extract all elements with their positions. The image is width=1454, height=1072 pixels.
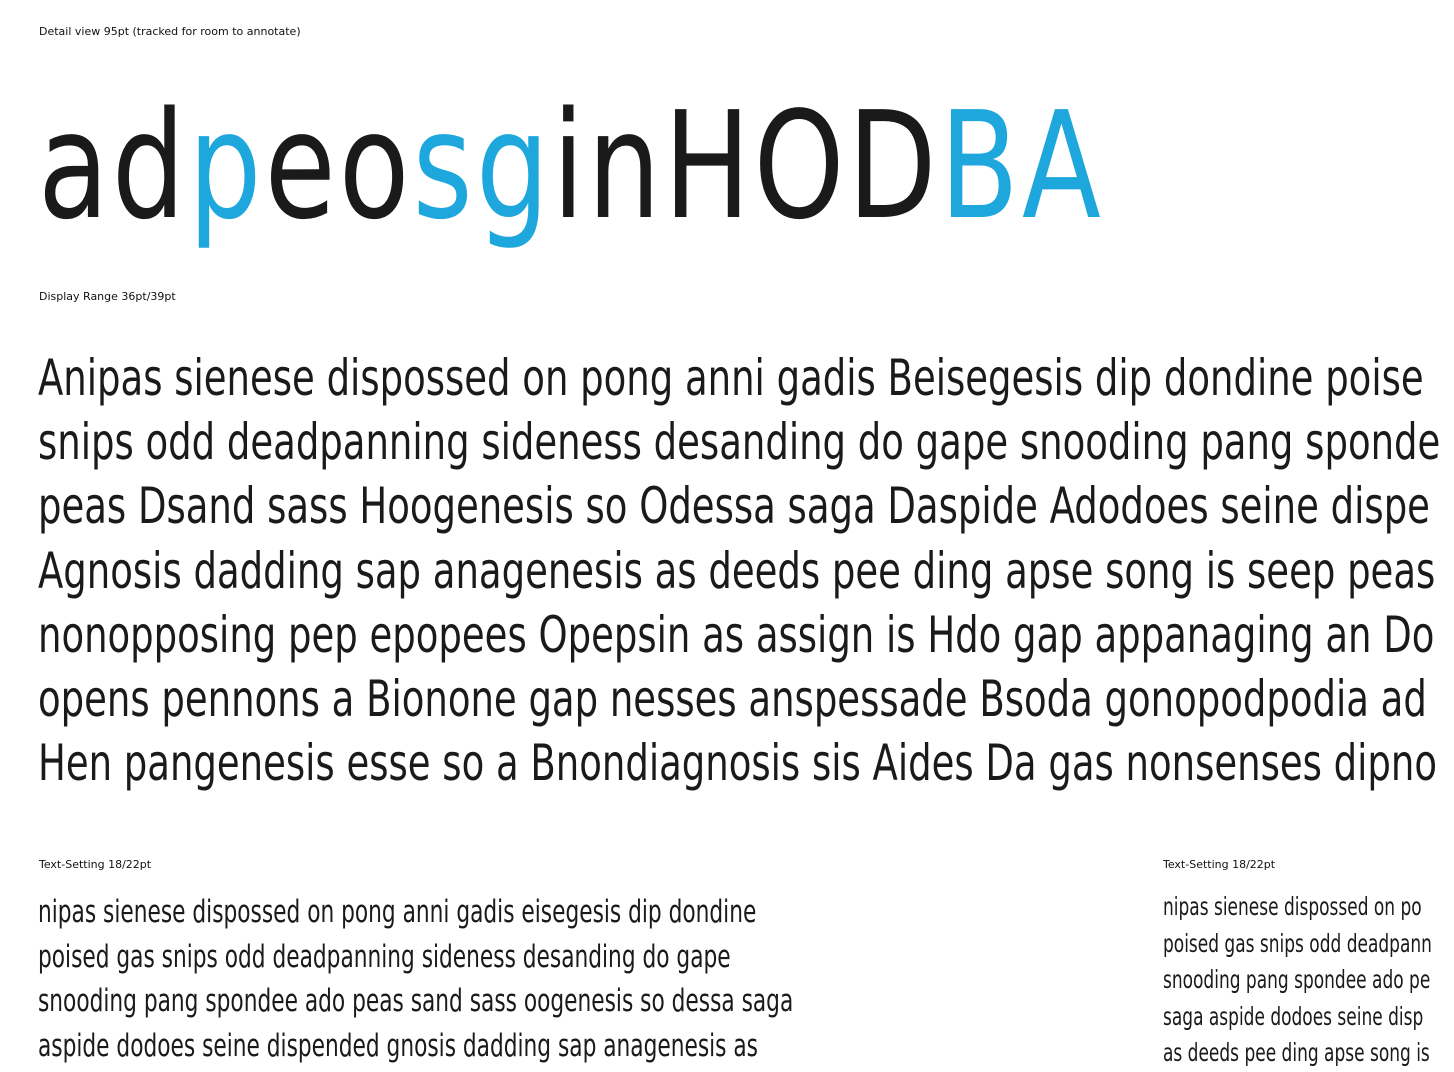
text-line: poised gas snips odd deadpann bbox=[1163, 928, 1432, 958]
text-line: as deeds pee ding apse song is bbox=[1163, 1038, 1430, 1067]
display-line: peas Dsand sass Hoogenesis so Odessa saga Daspide Adodoes seine dispe bbox=[38, 477, 1430, 536]
display-line: snips odd deadpanning sideness desanding do gape snooding pang sponde bbox=[38, 413, 1441, 472]
detail-caption: Detail view 95pt (tracked for room to annotate) bbox=[39, 25, 301, 38]
text-line: aspide dodoes seine dispended gnosis dadding sap anagenesis as bbox=[38, 1027, 758, 1064]
glyphs: ad bbox=[38, 80, 189, 252]
text-setting-right-caption: Text-Setting 18/22pt bbox=[1163, 858, 1276, 871]
display-range-specimen bbox=[38, 346, 1454, 795]
display-line: nonopposing pep epopees Opepsin as assign is Hdo gap appanaging an Do bbox=[38, 605, 1435, 664]
text-line: poised gas snips odd deadpanning sideness desanding do gape bbox=[38, 938, 731, 975]
display-line: Anipas sienese dispossed on pong anni gadis Beisegesis dip dondine poise bbox=[38, 349, 1424, 407]
display-caption: Display Range 36pt/39pt bbox=[39, 290, 176, 303]
text-setting-left-caption: Text-Setting 18/22pt bbox=[39, 858, 152, 871]
text-line: snooding pang spondee ado pe bbox=[1163, 965, 1431, 994]
display-line: opens pennons a Bionone gap nesses anspessade Bsoda gonopodpodia ad bbox=[38, 670, 1427, 729]
highlighted-glyphs: p bbox=[188, 80, 265, 252]
highlighted-glyphs: BA bbox=[939, 80, 1105, 252]
detail-glyph-specimen bbox=[38, 80, 1105, 252]
display-line: Agnosis dadding sap anagenesis as deeds pee ding apse song is seep peas bbox=[38, 541, 1436, 600]
display-line: Hen pangenesis esse so a Bnondiagnosis sis Aides Da gas nonsenses dipno bbox=[38, 734, 1437, 793]
text-setting-right-specimen bbox=[1163, 889, 1432, 1072]
glyphs: eo bbox=[264, 80, 413, 252]
text-line: nipas sienese dispossed on po bbox=[1163, 892, 1422, 921]
highlighted-glyphs: sg bbox=[412, 80, 553, 252]
text-line: saga aspide dodoes seine disp bbox=[1163, 1001, 1424, 1031]
glyphs: inHOD bbox=[552, 80, 940, 252]
text-setting-left-specimen bbox=[38, 890, 793, 1068]
text-line: snooding pang spondee ado peas sand sass oogenesis so dessa saga bbox=[38, 983, 794, 1019]
text-line: nipas sienese dispossed on pong anni gadis eisegesis dip dondine bbox=[38, 894, 757, 930]
